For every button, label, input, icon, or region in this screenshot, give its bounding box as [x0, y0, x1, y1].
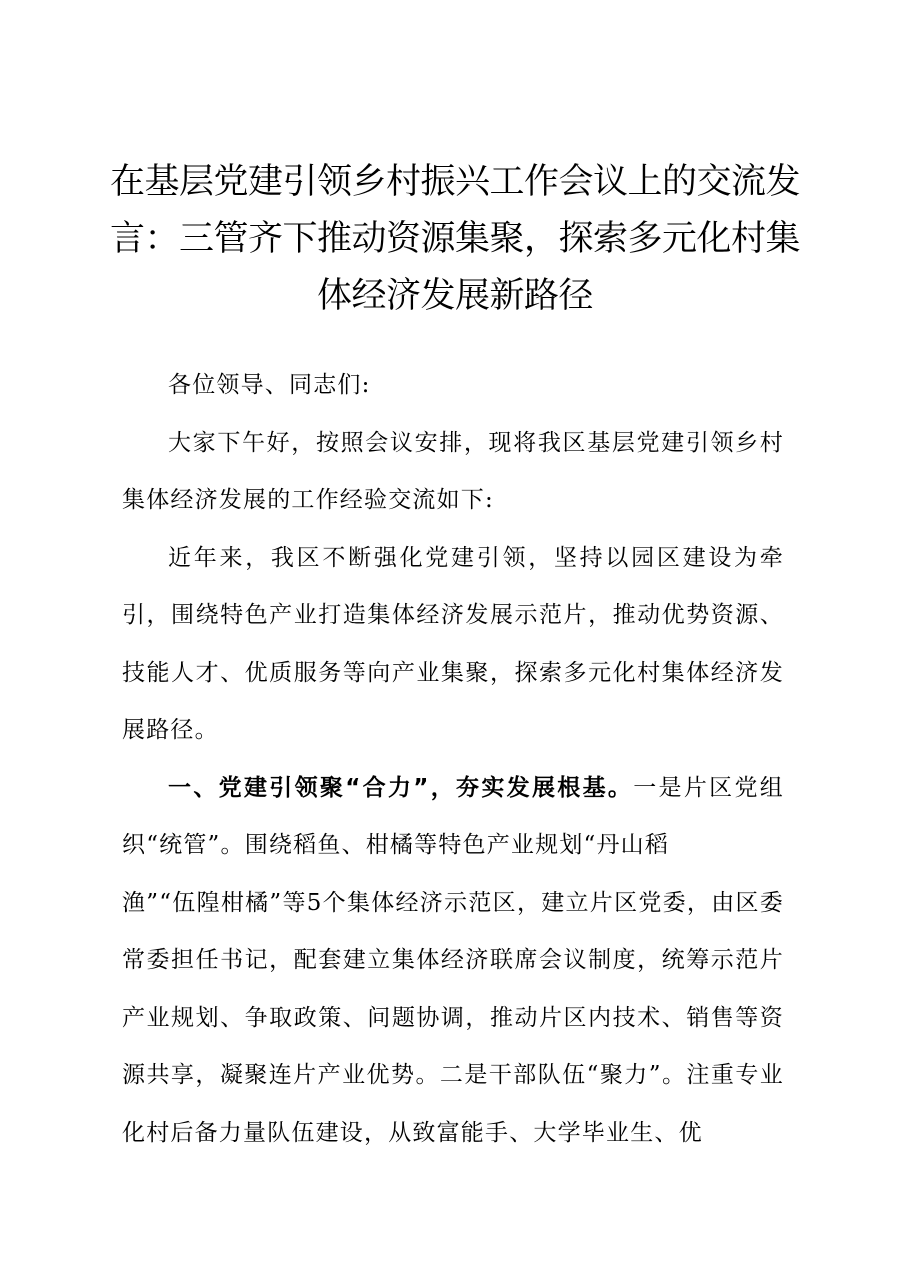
document-body	[122, 357, 784, 1162]
document-title: 在基层党建引领乡村振兴工作会议上的交流发言：三管齐下推动资源集聚，探索多元化村集体经济发展新路径	[110, 162, 801, 316]
section-1-heading: 一、党建引领聚“合力”，夯实发展根基。	[168, 774, 634, 801]
intro-paragraph: 近年来，我区不断强化党建引领，坚持以园区建设为牵引，围绕特色产业打造集体经济发展示范片，推动优势资源、技能人才、优质服务等向产业集聚，探索多元化村集体经济发展路径。	[122, 544, 784, 743]
section-1-body-line-1: 一是片区党组织“统管”。围绕稻鱼、柑橘等特色产业规划“丹山稻	[122, 774, 784, 858]
section-1-paragraph	[122, 760, 784, 1163]
salutation-paragraph: 各位领导、同志们:	[168, 372, 371, 398]
section-1-body-rest: 渔”“伍隍柑橘”等5个集体经济示范区，建立片区党委，由区委常委担任书记，配套建立集体经济联席会议制度，统筹示范片产业规划、争取政策、问题协调，推动片区内技术、销售等资源共享，凝聚连片产业优势。二是干部队伍“聚力”。注重专业化村后备力量队伍建设，从致富能手、大学毕业生、优	[122, 889, 784, 1146]
opening-paragraph: 大家下午好，按照会议安排，现将我区基层党建引领乡村集体经济发展的工作经验交流如下:	[122, 429, 784, 513]
